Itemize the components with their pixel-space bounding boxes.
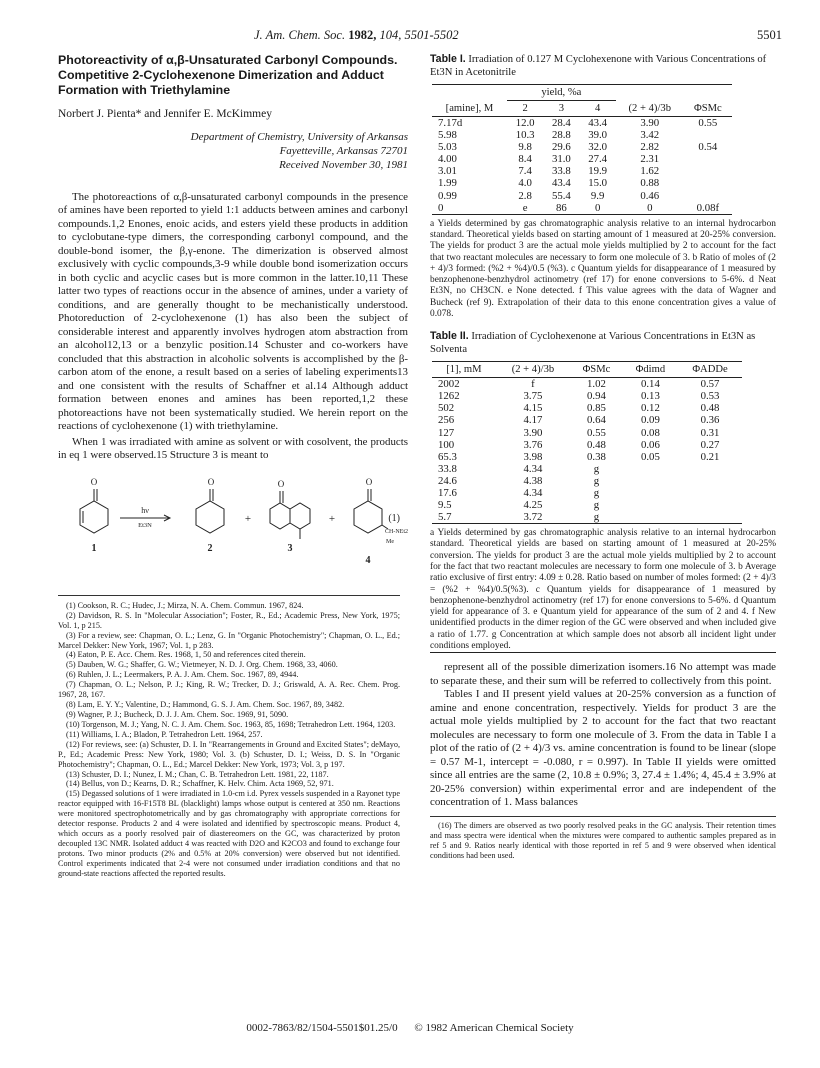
table-2-cell: 0.09: [640, 414, 660, 427]
table-1-cell: 31.0: [551, 153, 571, 166]
table-1-header: (2 + 4)/3b: [628, 102, 671, 114]
table-2-cell: 5.7: [438, 511, 452, 524]
table-1: [432, 84, 732, 215]
table-2-cell: [678, 487, 742, 499]
table-2-cell: 3.72: [523, 511, 543, 524]
table-1-cell: 2.8: [518, 189, 532, 202]
table-2-cell: 3.98: [523, 450, 543, 463]
compound-label-2: 2: [207, 542, 213, 554]
table-2-cell: g: [593, 474, 600, 487]
table-2-cell: 65.3: [438, 450, 457, 463]
table-2-cell: 0.64: [586, 414, 606, 427]
table-2-row: [432, 475, 742, 487]
table-2-row: [432, 378, 742, 391]
table-1-cell: 28.4: [551, 117, 571, 130]
table-1-footnote: a Yields determined by gas chromatographic analysis relative to an internal hydrocarbon standard. Theoretical yields based on starting amount of 1 measured at 20-25% conversion. The yields for product 3 are the actual mole yields multiplied by 2 to account for the fact that two reactant molecules are necessary to form one molecule of 3. b Ratio of moles of (2 + 4)/3 formed: (%2 + %4)/0.5 (%3). c Quantum yields for disappearance of 1 measured by benzophenone-benzhydrol actinometry (ref 17) for enone conversions to 5-6%. d Neat Et3N, no CH3CN. e None detected. f This value agrees with the data of Wagner and Bucheck (ref 9). Extrapolation of their data to this enone concentration gives a value of 0.078.: [430, 218, 776, 319]
reference-item: (6) Ruhlen, J. L.; Leermakers, P. A. J. Am. Chem. Soc. 1967, 89, 4944.: [66, 670, 299, 680]
table-2-cell: g: [593, 486, 600, 499]
table-1-cell: 9.8: [518, 141, 532, 154]
table-2-cell: 0.94: [586, 390, 606, 403]
table-2-cell: [623, 463, 678, 475]
table-1-row: [432, 153, 732, 165]
table-2-cell: 4.17: [523, 414, 543, 427]
table-2-cell: 127: [438, 426, 455, 439]
table-2-row: [432, 487, 742, 499]
compound-label-3: 3: [287, 542, 293, 554]
article-code: 0002-7863/82/1504-5501$01.25/0: [246, 1022, 398, 1034]
table-1-cell: 0.55: [698, 117, 718, 130]
journal-year: 1982,: [348, 28, 377, 42]
table-2-row: [432, 439, 742, 451]
table-1-cell: 1.99: [438, 177, 457, 190]
table-2-cell: 0.85: [586, 402, 606, 415]
table-1-row: [432, 177, 732, 189]
table-1-cell: 0: [438, 201, 444, 214]
table-1-header: 3: [558, 102, 565, 114]
equation-number: (1): [388, 512, 400, 524]
compound-label-4: 4: [365, 554, 371, 566]
table-1-cell: 39.0: [588, 129, 608, 142]
table-1-cell: 0.54: [698, 141, 718, 154]
oxygen-label-3: O: [277, 478, 285, 489]
table-2-cell: 4.15: [523, 402, 543, 415]
methyl-label: Me: [386, 538, 394, 545]
reference-item: (5) Dauben, W. G.; Shaffer, G. W.; Vietmeyer, N. D. J. Org. Chem. 1968, 33, 4060.: [66, 660, 338, 670]
table-2-cell: g: [593, 511, 600, 524]
table-2-cell: 4.34: [523, 486, 543, 499]
table-1-body: [432, 117, 732, 215]
reference-item: (3) For a review, see: Chapman, O. L.; Lenz, G. In "Organic Photochemistry"; Chapman, O. L., Ed.; Marcel Dekker: New York, 1967; Vol. 1, p 283.: [58, 630, 400, 650]
compound-3-structure: [270, 491, 310, 539]
table-1-row: [432, 165, 732, 177]
table-2-row: [432, 427, 742, 439]
table-2-header: Φdimd: [635, 364, 666, 376]
table-1-cell: e: [522, 201, 528, 214]
table-1-cell: 55.4: [551, 189, 571, 202]
footnote-16: (16) The dimers are observed as two poorly resolved peaks in the GC analysis. Their retention times and mass spectra were identical when the mixtures were compared to authentic samples prepared as in ref 5 and 9. Ratios nearly identical with those reported in ref 5 and 9 were observed when identical conditions had been used.: [430, 816, 776, 861]
right-column: [430, 53, 776, 879]
reference-item: (14) Bellus, von D.; Kearns, D. R.; Schaffner, K. Helv. Chim. Acta 1969, 52, 971.: [66, 779, 334, 789]
table-2-cell: 0.53: [700, 390, 720, 403]
table-1-cell: 1.62: [640, 165, 660, 178]
body-paragraph-1: The photoreactions of α,β-unsaturated carbonyl compounds in the presence of amines have been reported to yield 1:1 adducts between amines and carbonyl compounds.1,2 Enones, enoic acids, and esters yield these products in addition to cyclobutane-type dimers, the corresponding carbonyl compound, and the double-bond isomer, the β,γ-enone. The dimerization is observed almost exclusively with cyclic compounds,3-9 while double bond isomerization occurs in both cyclic and acyclic cases but is more common in the latter.10,11 These latter two types of reactions occur in the absence of amines, under a variety of conditions, and are generally thought to be mechanistically understood. Photoreduction of 2-cyclohexenone (1) has also been the subject of considerable interest and apparently involves hydrogen atom abstraction from an alcohol12,13 or a benzylic position.14 Schuster and co-workers have concluded that this abstraction in alcoholic solvents is accomplished by the β-carbon atom of the enone, a result based on a series of labeling experiments13 and one consistent with the results of Schaffner et al.14 Although adduct formation between enones and amines has been reported,1,2 these photoreactions have not been systematically studied. We herein report on the reactions of cyclohexenone (1) with triethylamine.: [58, 190, 408, 433]
table-1-cell: 32.0: [588, 141, 608, 154]
table-1-cell: 28.8: [551, 129, 571, 142]
table-1-cell: 3.90: [640, 117, 660, 130]
page-number: 5501: [757, 28, 782, 42]
reaction-scheme-svg: [58, 471, 408, 583]
compound-1-structure: [80, 489, 108, 533]
table-1-cell: 5.03: [438, 141, 457, 154]
affiliation-city: Fayetteville, Arkansas 72701: [279, 144, 408, 157]
table-2-cell: 33.8: [438, 462, 457, 475]
table-1-cell: 0: [647, 201, 653, 214]
table-2-cell: 4.38: [523, 474, 543, 487]
table-2-cell: 2002: [438, 378, 460, 391]
reference-item: (8) Lam, E. Y. Y.; Valentine, D.; Hammond, G. S. J. Am. Chem. Soc. 1967, 89, 3482.: [66, 700, 345, 710]
table-1-cell: 29.6: [551, 141, 571, 154]
table-1-cell: [684, 190, 732, 202]
table-1-cell: 9.9: [590, 189, 605, 202]
body-paragraph-4: Tables I and II present yield values at 20-25% conversion as a function of amine and enone concentration, respectively. Yields for product 3 are the actual mole yields multiplied by 2 to account for the fact that two reactant molecules are necessary to form one molecule of 3. From the data in Table I a plot of the ratio of (2 + 4)/3 vs. amine concentration is found to be linear (slope = 0.57 M-1, intercept = -0.080, r = 0.997). In Table II yields were omitted since all entries are the same (2, 10.8 ± 0.9%; 3, 27.4 ± 1.4%; 4, 45.4 ± 3.9% at 20-25% conversion) within experimental error and are independent of the concentration of 1. Mass balances: [430, 688, 776, 809]
table-1-cell: 7.17d: [438, 117, 463, 130]
table-2-cell: 9.5: [438, 499, 452, 511]
table-1-cell: 0.88: [640, 177, 660, 190]
table-2-row: [432, 463, 742, 475]
affiliation: [58, 130, 408, 173]
table-1-cell: 3.42: [640, 129, 660, 142]
compound-4-structure: [354, 489, 388, 533]
table-2-cell: 0.31: [700, 426, 720, 439]
table-1-group-header: yield, %a: [507, 84, 616, 100]
table-2-cell: 100: [438, 438, 455, 451]
oxygen-label-1: O: [90, 476, 98, 487]
plus-sign-1: +: [244, 512, 252, 525]
left-column: [58, 53, 408, 879]
reference-item: (1) Cookson, R. C.; Hudec, J.; Mirza, N. A. Chem. Commun. 1967, 824.: [66, 600, 304, 610]
table-2-cell: [678, 475, 742, 487]
table-2-cell: 256: [438, 414, 455, 427]
substituent-label: CH-NEt2: [385, 528, 408, 535]
table-1-row: [432, 117, 732, 130]
table-1-cell: [684, 129, 732, 141]
table-2-cell: 0.05: [640, 450, 660, 463]
table-1-cell: 0.08f: [696, 201, 720, 214]
table-1-cell: [684, 153, 732, 165]
table-1-cell: 2.82: [640, 141, 660, 154]
table-2-cell: 24.6: [438, 474, 457, 487]
reaction-scheme: [58, 471, 408, 583]
table-1-spacer: [616, 84, 684, 100]
table-2-title: Irradiation of Cyclohexenone at Various Concentrations in Et3N as Solventa: [430, 331, 756, 356]
table-2-cell: 3.76: [523, 438, 543, 451]
body-paragraph-3: represent all of the possible dimerization isomers.16 No attempt was made to separate these, and their sum will be referred to collectively from this point.: [430, 661, 776, 687]
running-header: [58, 28, 782, 43]
table-1-cell: 2.31: [640, 153, 660, 166]
table-1-cell: 7.4: [518, 165, 532, 178]
table-1-caption: [430, 53, 776, 80]
table-2: [432, 361, 742, 524]
table-1-cell: 43.4: [551, 177, 571, 190]
table-1-cell: 12.0: [515, 117, 535, 130]
table-1-cell: 43.4: [588, 117, 608, 130]
table-1-row: [432, 141, 732, 153]
table-2-row: [432, 414, 742, 426]
reference-item: (12) For reviews, see: (a) Schuster, D. I. In "Rearrangements in Ground and Excited States"; deMayo, P., Ed.; Academic Press: New York, 1980; Vol. 3. (b) Schuster, D. I.; Weiss, D. S. In "Organic Photochemistry"; Chapman, O. L., Ed.; Marcel Dekker: New York, 1973; Vol. 3, p 197.: [58, 739, 400, 769]
table-2-row: [432, 390, 742, 402]
reference-item: (15) Degassed solutions of 1 were irradiated in 1.0-cm i.d. Pyrex vessels suspended in a Rayonet type reactor equipped with 16-F15T8 BL (blacklight) lamps whose output is centered at 350 nm. Reactions were monitored spectrophotometrically and by gas chromatography with appropriate corrections for detector response. Products 2 and 4 were isolated and identified by spectroscopic means. Product 4, which occurs as a poorly resolved pair of diastereomers on the GC, was characterized by proton decoupled 13C NMR. Isolated adduct 4 was reacted with D2O and K2CO3 and found to exchange four protons. Two minor products (2% and 0.5% at 20% conversion) were observed but not identified. Control experiments indicated that 2-4 were not consumed under irradiation conditions and that no ground-state reactions affected the reported results.: [58, 789, 400, 878]
table-2-cell: 0.27: [700, 438, 720, 451]
table-2-cell: 0.48: [586, 438, 606, 451]
table-2-cell: 0.13: [640, 390, 660, 403]
reference-list: [58, 595, 400, 879]
table-2-caption: [430, 330, 776, 357]
table-2-row: [432, 499, 742, 511]
table-2-label: Table II.: [430, 330, 469, 343]
table-2-body: [432, 378, 742, 524]
table-1-cell: 3.01: [438, 165, 457, 178]
table-1-cell: [684, 165, 732, 177]
oxygen-label-2: O: [207, 476, 215, 487]
table-2-cell: 0.36: [700, 414, 720, 427]
reference-item: (9) Wagner, P. J.; Bucheck, D. J. J. Am. Chem. Soc. 1969, 91, 5090.: [66, 709, 289, 719]
table-2-cell: 3.75: [523, 390, 543, 403]
table-2-cell: 4.25: [523, 499, 543, 511]
table-1-row: [432, 190, 732, 202]
table-2-cell: 3.90: [523, 426, 543, 439]
table-2-cell: 0.12: [640, 402, 660, 415]
table-2-cell: 0.38: [586, 450, 606, 463]
table-1-cell: 4.00: [438, 153, 457, 166]
table-1-row: [432, 202, 732, 215]
table-2-cell: 0.57: [700, 378, 720, 391]
table-2-header: ΦSMc: [582, 364, 611, 376]
table-2-cell: f: [531, 378, 535, 391]
table-2-cell: [678, 511, 742, 524]
arrow-label-hv: hν: [141, 505, 149, 515]
table-1-cell: 27.4: [588, 153, 608, 166]
table-1-title: Irradiation of 0.127 M Cyclohexenone with Various Concentrations of Et3N in Acetonitrile: [430, 54, 767, 78]
arrow-label-amine: Et3N: [138, 521, 152, 529]
reference-item: (11) Williams, I. A.; Bladon, P. Tetrahedron Lett. 1964, 257.: [66, 729, 263, 739]
reference-item: (10) Torgenson, M. J.; Yang, N. C. J. Am. Chem. Soc. 1963, 85, 1698; Tetrahedron Lett. 1964, 1203.: [66, 719, 396, 729]
plus-sign-2: +: [328, 512, 336, 525]
table-1-row: [432, 129, 732, 141]
body-paragraph-2: When 1 was irradiated with amine as solvent or with cosolvent, the products in eq 1 were observed.15 Structure 3 is meant to: [58, 435, 408, 462]
table-2-cell: 0.48: [700, 402, 720, 415]
oxygen-label-4: O: [365, 476, 373, 487]
table-2-cell: g: [593, 499, 600, 511]
table-1-header: ΦSMc: [694, 102, 722, 114]
table-2-cell: 1.02: [586, 378, 606, 391]
table-2-cell: 0.21: [700, 450, 720, 463]
table-1-cell: 0.46: [640, 189, 660, 202]
reference-item: (4) Eaton, P. E. Acc. Chem. Res. 1968, 1, 50 and references cited therein.: [66, 650, 306, 660]
table-1-cell: 0: [594, 201, 601, 214]
table-1-header: [amine], M: [445, 102, 494, 114]
table-2-cell: 17.6: [438, 486, 457, 499]
compound-label-1: 1: [91, 542, 97, 554]
compound-2-structure: [196, 489, 224, 533]
table-2-header: ΦADDe: [692, 364, 728, 376]
table-2-cell: [678, 463, 742, 475]
table-1-cell: 15.0: [588, 177, 608, 190]
received-date: Received November 30, 1981: [279, 159, 408, 172]
table-2-cell: 0.06: [640, 438, 660, 451]
table-1-cell: 8.4: [518, 153, 532, 166]
page-footer: [0, 1022, 820, 1034]
author-list: Norbert J. Pienta* and Jennifer E. McKimmey: [58, 108, 272, 121]
table-2-cell: [678, 499, 742, 511]
table-2-cell: [623, 475, 678, 487]
table-2-cell: 0.55: [586, 426, 606, 439]
table-1-header: 2: [522, 102, 528, 114]
reference-item: (2) Davidson, R. S. In "Molecular Association"; Foster, R., Ed.; Academic Press, New York, 1975; Vol. 1, p 215.: [58, 610, 400, 630]
copyright-notice: © 1982 American Chemical Society: [414, 1022, 574, 1034]
table-1-cell: 4.0: [518, 177, 532, 190]
table-1-cell: 10.3: [515, 129, 535, 142]
table-1-label: Table I.: [430, 53, 466, 65]
affiliation-department: Department of Chemistry, University of Arkansas: [190, 130, 408, 143]
table-2-cell: [623, 511, 678, 524]
table-1-spacer: [684, 84, 732, 100]
table-2-cell: [623, 499, 678, 511]
table-1-cell: 19.9: [588, 165, 608, 178]
table-1-header: 4: [594, 102, 601, 114]
table-2-cell: 1262: [438, 390, 460, 403]
table-2-row: [432, 402, 742, 414]
table-2-cell: 0.14: [640, 378, 660, 391]
table-2-cell: 502: [438, 402, 455, 415]
table-2-cell: g: [593, 462, 600, 475]
journal-citation: [254, 28, 459, 43]
table-2-row: [432, 511, 742, 524]
table-2-cell: 0.08: [640, 426, 660, 439]
article-title: Photoreactivity of α,β-Unsaturated Carbonyl Compounds. Competitive 2-Cyclohexenone Dimerization and Adduct Formation with Triethylamine: [58, 53, 398, 98]
table-1-cell: 5.98: [438, 129, 457, 142]
table-2-header: [1], mM: [446, 364, 482, 376]
reference-item: (7) Chapman, O. L.; Nelson, P. J.; King, R. W.; Trecker, D. J.; Griswald, A. A. Rec. Chem. Prog. 1967, 28, 167.: [58, 680, 400, 700]
journal-pages: 5501-5502: [404, 28, 459, 42]
table-1-cell: 33.8: [551, 165, 571, 178]
reference-item: (13) Schuster, D. I.; Nunez, I. M.; Chan, C. B. Tetrahedron Lett. 1981, 22, 1187.: [66, 769, 329, 779]
table-2-footnote: a Yields determined by gas chromatographic analysis relative to an internal hydrocarbon standard. Theoretical yields are based on starting amount of 1 measured at 20-25% conversion. The yields for product 3 are the actual mole yields multiplied by 2 to account for the fact that two reactant molecules are necessary to form one molecule of 3. b Average ratio exclusive of first entry: 4.09 ± 0.28. Ratio based on number of moles formed: (2 + 4)/3 = (%2 + %4)/0.5(%3). c Quantum yields for disappearance of 1 measured by benzophenone-benzhydrol actinometry (ref 17) for enone conversions to 5-6%. d Quantum yield for appearance of 3. e Quantum yield for appearance of the sum of 2 and 4. f New unidentified products in the dimer region of the GC were observed and when included give a ratio of 1.77. g Concentration at which sample does not absorb all incident light under conditions employed.: [430, 528, 776, 653]
table-2-header: (2 + 4)/3b: [511, 364, 555, 376]
table-1-cell: 86: [555, 201, 567, 214]
table-2-cell: [623, 487, 678, 499]
table-2-cell: 4.34: [523, 462, 543, 475]
table-1-spacer: [432, 84, 507, 100]
journal-volume: 104,: [379, 28, 402, 42]
journal-name: J. Am. Chem. Soc.: [254, 28, 346, 42]
table-1-cell: [684, 177, 732, 189]
table-1-cell: 0.99: [438, 189, 457, 202]
table-2-row: [432, 451, 742, 463]
